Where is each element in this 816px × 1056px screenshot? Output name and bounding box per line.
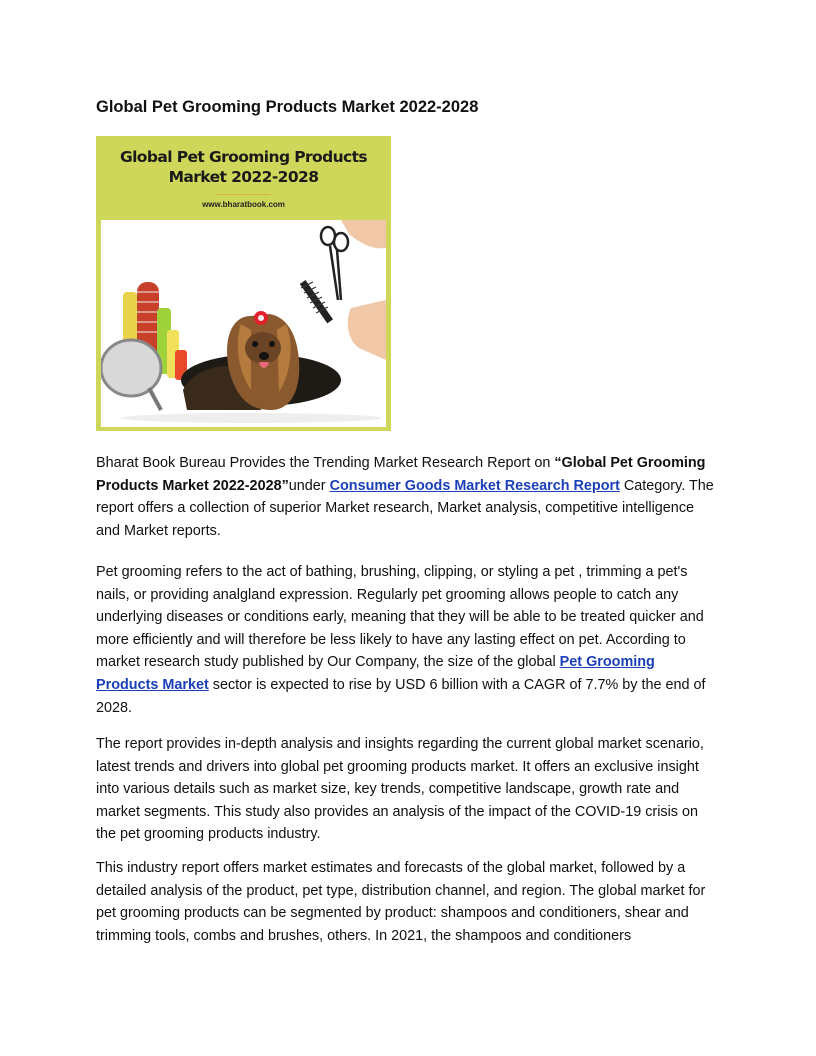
consumer-goods-report-link[interactable]: Consumer Goods Market Research Report — [329, 477, 620, 494]
dog-grooming-illustration — [101, 220, 386, 427]
intro-tail-text: Category. The report offers a collection of superior Market research, Market analysis, competitive intelligence and Market reports. — [96, 477, 714, 539]
intro-paragraph — [96, 452, 720, 542]
cover-website: www.bharatbook.com — [202, 200, 285, 209]
cover-title-line-1: Global Pet Grooming Products — [119, 148, 368, 166]
hand-mirror — [101, 340, 161, 396]
document-title: Global Pet Grooming Products Market 2022-2028 — [96, 98, 479, 116]
hand-shape-2 — [348, 300, 386, 360]
definition-paragraph — [96, 561, 720, 719]
dog-grooming-photo — [101, 220, 386, 427]
analysis-paragraph: The report provides in-depth analysis and insights regarding the current global market scenario, latest trends and drivers into global pet grooming products market. It offers an exclusive insight into various details such as market size, key trends, competitive landscape, growth rate and market segments. This study also provides an analysis of the impact of the COVID-19 crisis on the pet grooming products industry. — [96, 736, 704, 843]
yorkshire-terrier-dog — [181, 311, 341, 410]
intro-under-text: under — [288, 477, 330, 494]
definition-text: Pet grooming refers to the act of bathing, brushing, clipping, or styling a pet , trimming a pet's nails, or providing analgland expression. Regularly pet grooming allows people to catch any underlying diseases or conditions early, meaning that they will be able to be treated quicker and more efficiently and will therefore be less likely to have any lasting effect on pet. According to market research study published by Our Company, the size of the global — [96, 564, 704, 671]
comb-icon — [300, 280, 333, 323]
cover-title-line-2: Market 2022-2028 — [168, 168, 319, 186]
definition-tail-text: sector is expected to rise by USD 6 billion with a CAGR of 7.7% by the end of 2028. — [96, 676, 706, 716]
report-cover-image — [96, 136, 391, 431]
cover-header — [96, 136, 391, 220]
report-title-bold: “Global Pet Grooming Products Market 2022-2028” — [96, 455, 706, 494]
cover-title — [96, 147, 391, 187]
pet-grooming-market-link[interactable]: Pet Grooming Products Market — [96, 654, 655, 693]
segmentation-paragraph: This industry report offers market estimates and forecasts of the global market, followed by a detailed analysis of the product, pet type, distribution channel, and region. The global market for pet grooming products can be segmented by product: shampoos and conditioners, shear and trimming tools, combs and brushes, others. In 2021, the shampoos and conditioners — [96, 860, 706, 944]
intro-text: Bharat Book Bureau Provides the Trending Market Research Report on — [96, 455, 555, 471]
scissors-icon — [321, 227, 348, 300]
cover-dotted-divider: ...................... — [215, 187, 271, 197]
